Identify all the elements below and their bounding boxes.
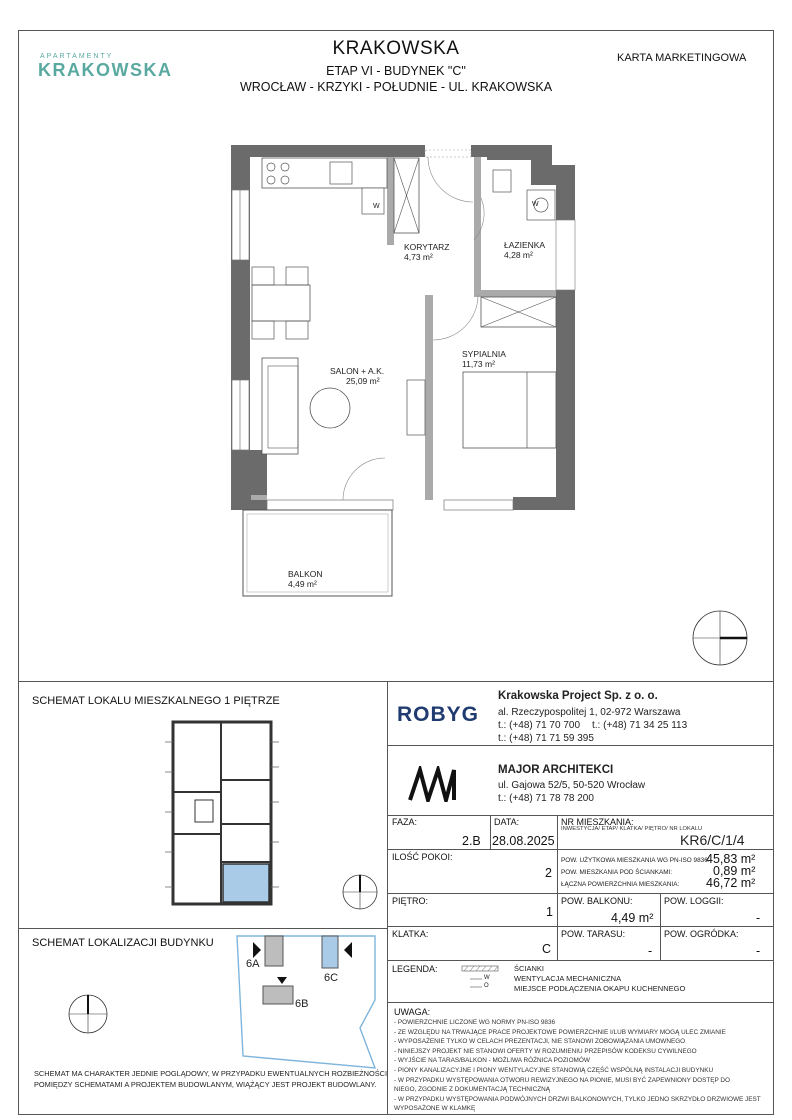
balcony-area-label: POW. BALKONU:: [561, 896, 633, 906]
highlighted-apartment: [223, 864, 269, 902]
scheme-disclaimer: SCHEMAT MA CHARAKTER JEDNIE POGLĄDOWY, W PRZYPADKU EWENTUALNYCH ROZBIEŻNOŚCI POMIĘDZY SCHEMATAMI A PROJEKTEM BUDOWLANYM, WIĄŻĄCY JEST PROJEKT BUDOWLANY.: [34, 1069, 388, 1089]
divider-vertical: [387, 681, 388, 1115]
legend-symbol-vent: W: [484, 975, 490, 981]
partition-bedroom-west: [425, 295, 433, 500]
partition-hall-west: [387, 157, 394, 245]
terrace-area-value: -: [648, 944, 653, 958]
floor-scheme-diagram: [155, 712, 290, 907]
building-label-6b: 6B: [295, 998, 309, 1010]
location-scheme-title: SCHEMAT LOKALIZACJI BUDYNKU: [32, 937, 214, 949]
developer-phone-2: t.: (+48) 71 34 25 113: [592, 720, 688, 731]
notes-list: - POWIERZCHNIE LICZONE WG NORMY PN-ISO 9836 - ZE WZGLĘDU NA TRWAJĄCE PRACE PROJEKTOWE POWIERZCHNIE I/LUB WYMIARY MOGĄ ULEC ZMIANIE - WYPOSAŻENIE TYLKO W CELACH PREZENTACJI, NIE STANOWI ZOBOWIĄZANIA UMOWNEGO - NINIEJSZY PROJEKT NIE STANOWI OFERTY W ROZUMIENIU PRZEPISÓW KODEKSU CYWILNEGO - WYJŚCIE NA TARAS/BALKON - MOŻLIWA RÓŻNICA POZIOMÓW - PIONY KANALIZACYJNE I PIONY WENTYLACYJNE STANOWIĄ CZĘŚĆ WSPÓLNĄ INSTALACJI BUDYNKU - W PRZYPADKU WYSTĘPOWANIA OTWORU REWIZYJNEGO NA PIONIE, MUSI BYĆ ZAPEWNIONY DOSTĘP DO NIEGO, ZGODNIE Z DOKUMENTACJĄ TECHNICZNĄ - W PRZYPADKU WYSTĘPOWANIA PODWÓJNYCH DRZWI BALKONOWYCH, TYLKO JEDNO SKRZYDŁO DRZWIOWE JEST WYPOSAŻONE W KLAMKĘ: [394, 1019, 761, 1113]
window-south-bedroom: [444, 500, 513, 510]
logo-top-text: APARTAMENTY: [40, 53, 114, 60]
apartment-number-hint: INWESTYCJA/ ETAP/ KLATKA/ PIĘTRO/ NR LOKALU: [561, 826, 703, 832]
under-walls-area-value: 0,89 m²: [713, 864, 756, 878]
building-6b: [263, 986, 293, 1004]
logo-main-text: KRAKOWSKA: [38, 60, 173, 80]
architect-phone: t.: (+48) 71 78 78 200: [498, 793, 594, 804]
wall-north-east: [471, 145, 575, 510]
legend-items: [514, 964, 685, 994]
floor-value: 1: [546, 905, 553, 919]
garden-area-label: POW. OGRÓDKA:: [664, 929, 739, 939]
building-label-6a: 6A: [246, 958, 260, 970]
partition-bath-south: [481, 290, 556, 297]
usable-area-label: POW. UŻYTKOWA MIESZKANIA WG PN-ISO 9836:: [561, 857, 710, 864]
garden-area-value: -: [756, 944, 761, 958]
legend-symbols: [460, 963, 500, 993]
room-label-balcony: BALKON 4,49 m²: [288, 569, 323, 589]
developer-phone-3: t.: (+48) 71 71 59 395: [498, 733, 594, 744]
phase-value: 2.B: [462, 834, 481, 848]
developer-name: Krakowska Project Sp. z o. o.: [498, 690, 658, 702]
legend-symbol-hood: O: [484, 983, 489, 989]
building-6c: [322, 936, 338, 968]
page-subtitle-stage: ETAP VI - BUDYNEK "C": [326, 64, 466, 78]
architect-address: ul. Gajowa 52/5, 50-520 Wrocław: [498, 780, 646, 791]
legend-item-ventilation: WENTYLACJA MECHANICZNA: [514, 974, 622, 983]
window-west-bottom: [232, 380, 249, 450]
building-label-6c: 6C: [324, 972, 339, 984]
partition-bath-west: [474, 157, 481, 297]
developer-address: al. Rzeczypospolitej 1, 02-972 Warszawa: [498, 707, 681, 718]
kitchen-counter: [262, 158, 387, 188]
wall-south-east: [513, 497, 575, 510]
total-area-value: 46,72 m²: [706, 876, 756, 890]
legend-item-walls: ŚCIANKI: [514, 964, 545, 973]
total-area-label: ŁĄCZNA POWIERZCHNIA MIESZKANIA:: [561, 881, 680, 888]
wall-south-west: [231, 450, 267, 510]
room-label-corridor: KORYTARZ 4,73 m²: [404, 242, 450, 262]
balcony-door: [267, 500, 393, 510]
phase-label: FAZA:: [392, 817, 418, 827]
floor-scheme-title: SCHEMAT LOKALU MIESZKALNEGO 1 PIĘTRZE: [32, 695, 280, 707]
entrance-door: [425, 150, 471, 157]
page-title: KRAKOWSKA: [332, 38, 460, 59]
date-label: DATA:: [494, 817, 520, 827]
room-label-bedroom: SYPIALNIA 11,73 m²: [462, 349, 506, 369]
room-label-living: SALON + A.K. 25,09 m²: [330, 366, 385, 386]
floor-label: PIĘTRO:: [392, 896, 429, 906]
terrace-area-label: POW. TARASU:: [561, 929, 626, 939]
staircase-value: C: [542, 942, 552, 956]
sofa: [262, 358, 298, 454]
date-value: 28.08.2025: [492, 834, 555, 848]
architect-name: MAJOR ARCHITEKCI: [498, 764, 614, 776]
usable-area-value: 45,83 m²: [706, 852, 756, 866]
compass-small-location-icon: [66, 992, 110, 1036]
vent-symbol-kitchen: W: [373, 203, 380, 210]
under-walls-area-label: POW. MIESZKANIA POD ŚCIANKAMI:: [561, 869, 673, 876]
toilet: [493, 170, 511, 192]
bed: [463, 372, 556, 448]
coffee-table: [310, 388, 350, 428]
developer-phone-1: t.: (+48) 71 70 700: [498, 720, 581, 731]
room-label-bathroom: ŁAZIENKA 4,28 m²: [504, 240, 546, 260]
legend-item-hood: MIEJSCE PODŁĄCZENIA OKAPU KUCHENNEGO: [514, 984, 686, 993]
divider-bottom-section: [18, 681, 774, 682]
loggia-area-value: -: [756, 911, 761, 925]
dining-table: [252, 285, 310, 321]
document-type: KARTA MARKETINGOWA: [617, 52, 747, 64]
legend-title: LEGENDA:: [392, 964, 438, 974]
compass-small-floor-icon: [340, 872, 380, 912]
robyg-logo: ROBYG: [397, 703, 480, 726]
balcony-area-value: 4,49 m²: [611, 911, 654, 925]
apartment-number-value: KR6/C/1/4: [680, 832, 745, 848]
window-east: [556, 220, 575, 290]
staircase-label: KLATKA:: [392, 929, 429, 939]
entry-door-swing: [428, 157, 473, 202]
tv-cabinet: [407, 380, 425, 435]
apartment-number-label: NR MIESZKANIA:: [561, 817, 634, 827]
major-architekci-logo-icon: [408, 766, 462, 802]
window-west-top: [232, 190, 249, 260]
vent-symbol-bathroom: W: [532, 201, 539, 208]
notes-title: UWAGA:: [394, 1007, 431, 1017]
fridge: [362, 188, 384, 214]
loggia-area-label: POW. LOGGII:: [664, 896, 724, 906]
page-subtitle-location: WROCŁAW - KRZYKI - POŁUDNIE - UL. KRAKOWSKA: [239, 80, 553, 94]
building-6a: [265, 936, 283, 966]
rooms-count-value: 2: [545, 866, 552, 880]
rooms-count-label: ILOŚĆ POKOI:: [392, 852, 453, 862]
